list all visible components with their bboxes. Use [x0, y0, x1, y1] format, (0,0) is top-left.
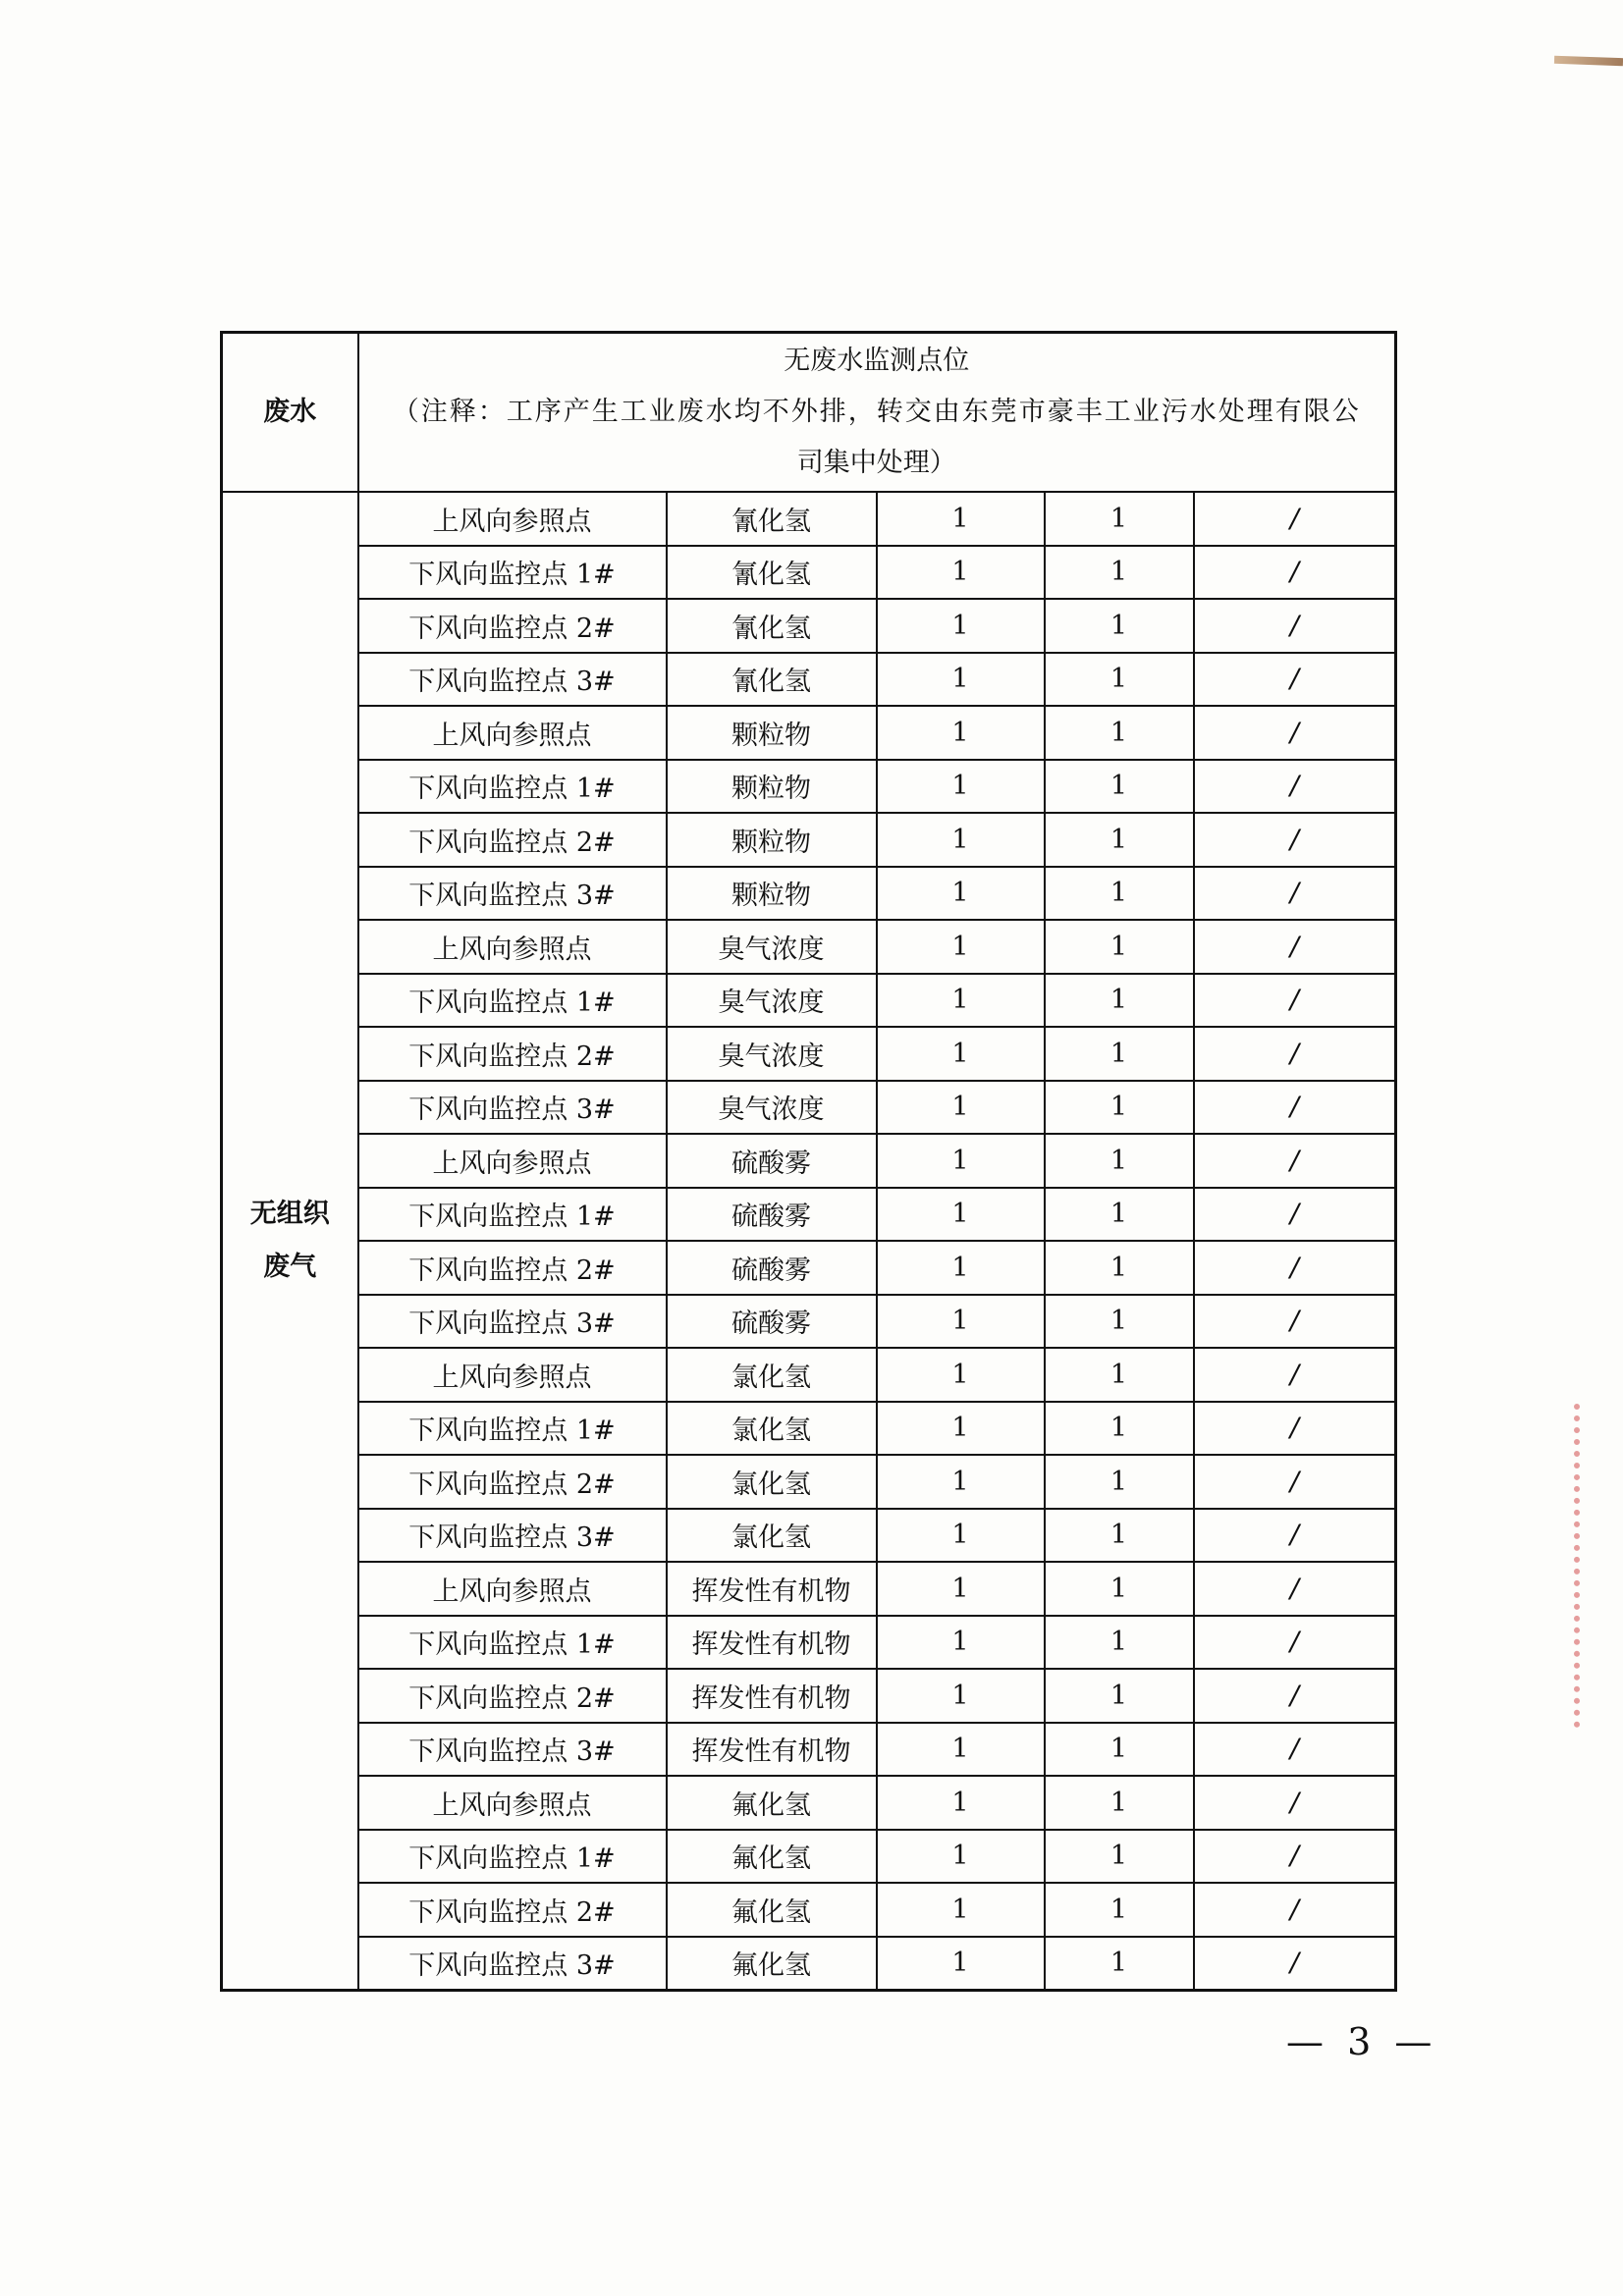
wastewater-no-points: 无废水监测点位 — [784, 346, 970, 376]
table-row — [222, 760, 1396, 814]
table-row — [222, 1509, 1396, 1563]
count-cell-1: 1 — [877, 1134, 1045, 1188]
pollutant-cell: 氯化氢 — [667, 1509, 877, 1563]
table-row — [222, 1241, 1396, 1295]
count-cell-1: 1 — [877, 1776, 1045, 1830]
page-edge-mark — [1554, 56, 1623, 66]
count-cell-2: 1 — [1045, 1081, 1194, 1135]
wastewater-note-cell — [358, 333, 1396, 493]
count-cell-2: 1 — [1045, 1402, 1194, 1456]
wastewater-note-line-end: 司集中处理） — [796, 448, 956, 478]
count-cell-1: 1 — [877, 599, 1045, 653]
monitoring-point-cell: 上风向参照点 — [358, 1348, 667, 1402]
remark-cell: / — [1194, 867, 1396, 921]
count-cell-1: 1 — [877, 492, 1045, 546]
count-cell-1: 1 — [877, 546, 1045, 600]
count-cell-1: 1 — [877, 920, 1045, 974]
count-cell-2: 1 — [1045, 1134, 1194, 1188]
monitoring-point-cell: 下风向监控点 3# — [358, 653, 667, 707]
pollutant-cell: 臭气浓度 — [667, 1081, 877, 1135]
count-cell-1: 1 — [877, 706, 1045, 760]
monitoring-point-cell: 下风向监控点 1# — [358, 1830, 667, 1884]
table-row — [222, 1134, 1396, 1188]
count-cell-2: 1 — [1045, 1562, 1194, 1616]
monitoring-point-cell: 下风向监控点 2# — [358, 599, 667, 653]
count-cell-2: 1 — [1045, 1348, 1194, 1402]
count-cell-1: 1 — [877, 1295, 1045, 1349]
monitoring-point-cell: 下风向监控点 1# — [358, 974, 667, 1028]
count-cell-1: 1 — [877, 1509, 1045, 1563]
remark-cell: / — [1194, 492, 1396, 546]
pollutant-cell: 氯化氢 — [667, 1455, 877, 1509]
count-cell-1: 1 — [877, 1241, 1045, 1295]
count-cell-2: 1 — [1045, 867, 1194, 921]
table-row — [222, 1455, 1396, 1509]
remark-cell: / — [1194, 546, 1396, 600]
remark-cell: / — [1194, 813, 1396, 867]
count-cell-2: 1 — [1045, 1937, 1194, 1991]
pollutant-cell: 臭气浓度 — [667, 1027, 877, 1081]
pollutant-cell: 硫酸雾 — [667, 1241, 877, 1295]
pollutant-cell: 臭气浓度 — [667, 920, 877, 974]
count-cell-1: 1 — [877, 653, 1045, 707]
pollutant-cell: 颗粒物 — [667, 813, 877, 867]
count-cell-2: 1 — [1045, 813, 1194, 867]
table-row — [222, 1616, 1396, 1670]
table-row — [222, 599, 1396, 653]
count-cell-2: 1 — [1045, 920, 1194, 974]
remark-cell: / — [1194, 1081, 1396, 1135]
count-cell-1: 1 — [877, 813, 1045, 867]
pollutant-cell: 氟化氢 — [667, 1830, 877, 1884]
monitoring-point-cell: 下风向监控点 3# — [358, 1509, 667, 1563]
count-cell-2: 1 — [1045, 1776, 1194, 1830]
remark-cell: / — [1194, 1402, 1396, 1456]
count-cell-1: 1 — [877, 1830, 1045, 1884]
pollutant-cell: 氰化氢 — [667, 653, 877, 707]
pollutant-cell: 氰化氢 — [667, 546, 877, 600]
count-cell-2: 1 — [1045, 1883, 1194, 1937]
remark-cell: / — [1194, 760, 1396, 814]
pollutant-cell: 臭气浓度 — [667, 974, 877, 1028]
remark-cell: / — [1194, 1348, 1396, 1402]
count-cell-2: 1 — [1045, 1295, 1194, 1349]
pollutant-cell: 挥发性有机物 — [667, 1562, 877, 1616]
table-row — [222, 492, 1396, 546]
remark-cell: / — [1194, 1937, 1396, 1991]
monitoring-point-cell: 下风向监控点 1# — [358, 1188, 667, 1242]
monitoring-point-cell: 下风向监控点 2# — [358, 1455, 667, 1509]
pollutant-cell: 颗粒物 — [667, 867, 877, 921]
pollutant-cell: 挥发性有机物 — [667, 1723, 877, 1777]
table-row — [222, 546, 1396, 600]
monitoring-point-cell: 下风向监控点 3# — [358, 1723, 667, 1777]
monitoring-point-cell: 上风向参照点 — [358, 920, 667, 974]
count-cell-1: 1 — [877, 1669, 1045, 1723]
count-cell-1: 1 — [877, 974, 1045, 1028]
pollutant-cell: 氟化氢 — [667, 1883, 877, 1937]
monitoring-point-cell: 上风向参照点 — [358, 492, 667, 546]
monitoring-point-cell: 下风向监控点 3# — [358, 1295, 667, 1349]
remark-cell: / — [1194, 1455, 1396, 1509]
remark-cell: / — [1194, 1295, 1396, 1349]
fugitive-gas-category-line2: 废气 — [263, 1252, 317, 1282]
count-cell-2: 1 — [1045, 1188, 1194, 1242]
table-row — [222, 1723, 1396, 1777]
table-row — [222, 1830, 1396, 1884]
count-cell-2: 1 — [1045, 1455, 1194, 1509]
count-cell-2: 1 — [1045, 653, 1194, 707]
table-row — [222, 1027, 1396, 1081]
monitoring-point-cell: 上风向参照点 — [358, 706, 667, 760]
count-cell-1: 1 — [877, 1937, 1045, 1991]
monitoring-point-cell: 下风向监控点 2# — [358, 1669, 667, 1723]
remark-cell: / — [1194, 1188, 1396, 1242]
count-cell-2: 1 — [1045, 1241, 1194, 1295]
monitoring-point-cell: 下风向监控点 1# — [358, 1616, 667, 1670]
pollutant-cell: 氟化氢 — [667, 1937, 877, 1991]
monitoring-point-cell: 下风向监控点 1# — [358, 1402, 667, 1456]
count-cell-2: 1 — [1045, 1027, 1194, 1081]
pollutant-cell: 氯化氢 — [667, 1348, 877, 1402]
remark-cell: / — [1194, 1027, 1396, 1081]
monitoring-point-cell: 上风向参照点 — [358, 1134, 667, 1188]
fugitive-gas-category — [222, 492, 358, 1991]
table-row — [222, 1562, 1396, 1616]
remark-cell: / — [1194, 1723, 1396, 1777]
pollutant-cell: 颗粒物 — [667, 760, 877, 814]
table-row — [222, 813, 1396, 867]
count-cell-2: 1 — [1045, 974, 1194, 1028]
pollutant-cell: 颗粒物 — [667, 706, 877, 760]
monitoring-point-cell: 下风向监控点 1# — [358, 760, 667, 814]
pollutant-cell: 挥发性有机物 — [667, 1616, 877, 1670]
pollutant-cell: 氰化氢 — [667, 492, 877, 546]
table-row — [222, 1188, 1396, 1242]
count-cell-1: 1 — [877, 1027, 1045, 1081]
count-cell-1: 1 — [877, 1081, 1045, 1135]
table-row — [222, 706, 1396, 760]
table-row — [222, 1776, 1396, 1830]
remark-cell: / — [1194, 974, 1396, 1028]
table-row — [222, 1295, 1396, 1349]
remark-cell: / — [1194, 1134, 1396, 1188]
remark-cell: / — [1194, 1669, 1396, 1723]
table-row — [222, 653, 1396, 707]
pollutant-cell: 氟化氢 — [667, 1776, 877, 1830]
remark-cell: / — [1194, 1562, 1396, 1616]
count-cell-1: 1 — [877, 1616, 1045, 1670]
monitoring-point-cell: 下风向监控点 3# — [358, 1081, 667, 1135]
monitoring-point-cell: 下风向监控点 3# — [358, 1937, 667, 1991]
fugitive-gas-category-line1: 无组织 — [249, 1199, 330, 1229]
table-row — [222, 1402, 1396, 1456]
count-cell-2: 1 — [1045, 1509, 1194, 1563]
page-number: — 3 — — [1286, 2020, 1438, 2063]
count-cell-1: 1 — [877, 1883, 1045, 1937]
table-row — [222, 920, 1396, 974]
wastewater-row — [222, 333, 1396, 493]
table-row — [222, 867, 1396, 921]
count-cell-2: 1 — [1045, 1830, 1194, 1884]
monitoring-point-cell: 下风向监控点 2# — [358, 1241, 667, 1295]
remark-cell: / — [1194, 1616, 1396, 1670]
count-cell-1: 1 — [877, 1562, 1045, 1616]
table-row — [222, 1081, 1396, 1135]
table-row — [222, 1937, 1396, 1991]
count-cell-2: 1 — [1045, 760, 1194, 814]
count-cell-1: 1 — [877, 867, 1045, 921]
table-row — [222, 1348, 1396, 1402]
count-cell-2: 1 — [1045, 599, 1194, 653]
count-cell-2: 1 — [1045, 706, 1194, 760]
remark-cell: / — [1194, 653, 1396, 707]
monitoring-point-cell: 上风向参照点 — [358, 1776, 667, 1830]
table-row — [222, 974, 1396, 1028]
pollutant-cell: 硫酸雾 — [667, 1134, 877, 1188]
count-cell-1: 1 — [877, 1723, 1045, 1777]
count-cell-1: 1 — [877, 1348, 1045, 1402]
pollutant-cell: 氯化氢 — [667, 1402, 877, 1456]
monitoring-point-cell: 下风向监控点 2# — [358, 1027, 667, 1081]
wastewater-category: 废水 — [222, 333, 358, 493]
pollutant-cell: 氰化氢 — [667, 599, 877, 653]
remark-cell: / — [1194, 920, 1396, 974]
remark-cell: / — [1194, 1830, 1396, 1884]
monitoring-point-cell: 下风向监控点 3# — [358, 867, 667, 921]
count-cell-1: 1 — [877, 1188, 1045, 1242]
count-cell-2: 1 — [1045, 1723, 1194, 1777]
remark-cell: / — [1194, 599, 1396, 653]
count-cell-2: 1 — [1045, 1616, 1194, 1670]
count-cell-2: 1 — [1045, 546, 1194, 600]
count-cell-2: 1 — [1045, 492, 1194, 546]
pollutant-cell: 挥发性有机物 — [667, 1669, 877, 1723]
table-row — [222, 1669, 1396, 1723]
table-row — [222, 1883, 1396, 1937]
pollutant-cell: 硫酸雾 — [667, 1188, 877, 1242]
remark-cell: / — [1194, 706, 1396, 760]
monitoring-point-cell: 下风向监控点 1# — [358, 546, 667, 600]
monitoring-point-cell: 下风向监控点 2# — [358, 1883, 667, 1937]
remark-cell: / — [1194, 1883, 1396, 1937]
remark-cell: / — [1194, 1241, 1396, 1295]
seal-stamp-edge — [1574, 1404, 1623, 1728]
count-cell-1: 1 — [877, 1455, 1045, 1509]
monitoring-point-cell: 下风向监控点 2# — [358, 813, 667, 867]
count-cell-2: 1 — [1045, 1669, 1194, 1723]
wastewater-note-line: （注释：工序产生工业废水均不外排，转交由东莞市豪丰工业污水处理有限公 — [392, 397, 1361, 427]
remark-cell: / — [1194, 1776, 1396, 1830]
pollutant-cell: 硫酸雾 — [667, 1295, 877, 1349]
monitoring-point-cell: 上风向参照点 — [358, 1562, 667, 1616]
monitoring-table — [220, 331, 1397, 1992]
remark-cell: / — [1194, 1509, 1396, 1563]
count-cell-1: 1 — [877, 1402, 1045, 1456]
count-cell-1: 1 — [877, 760, 1045, 814]
